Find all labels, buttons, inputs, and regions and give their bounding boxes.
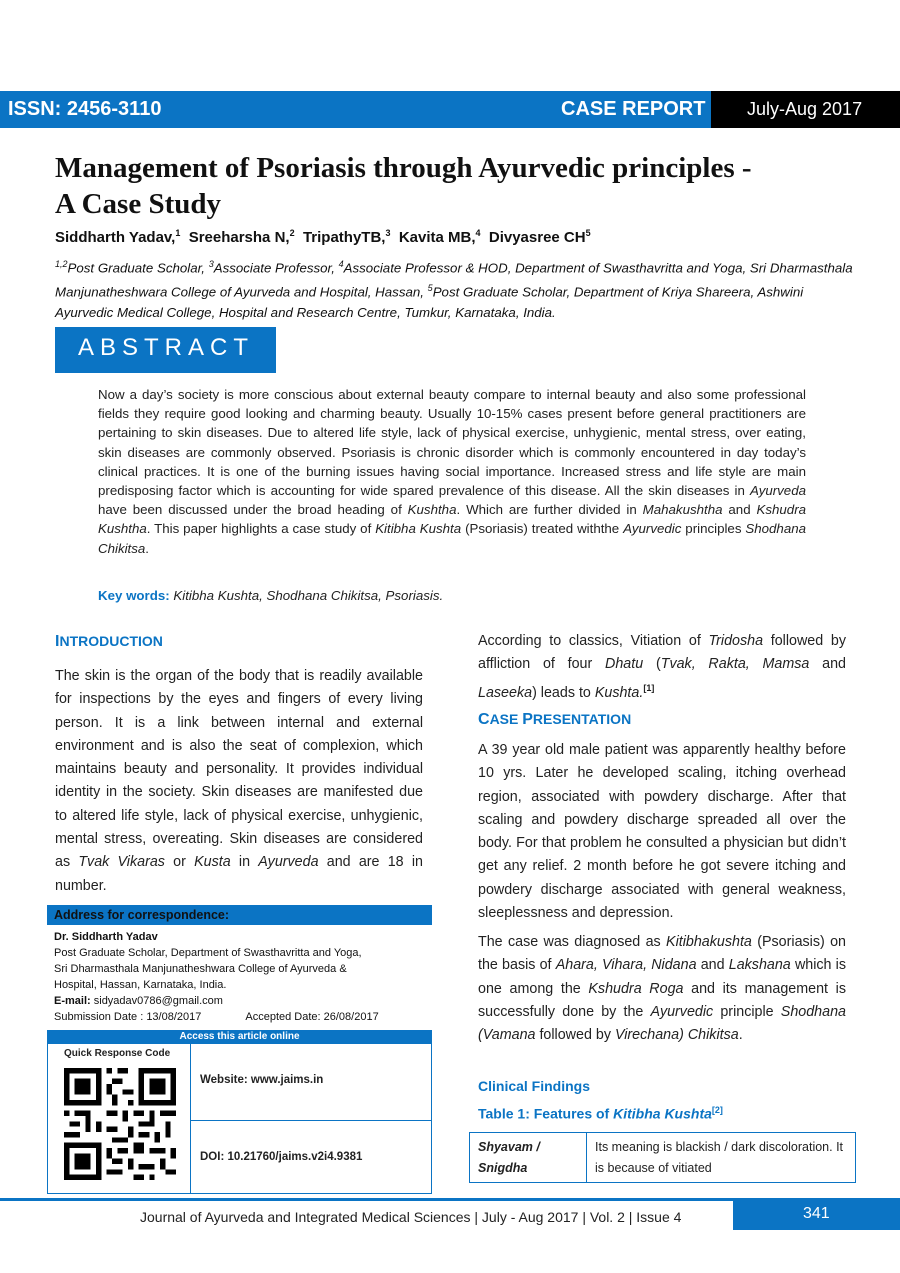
issn-label: ISSN: 2456-3110 [8,98,162,120]
access-online-bar [47,1030,432,1043]
affiliation-text [55,254,855,323]
abstract-text [98,385,806,558]
doi-link[interactable]: DOI: 10.21760/jaims.v2i4.9381 [200,1151,363,1163]
abstract-part: and [722,502,757,518]
case-italic: Shodhana (Vamana [478,1003,846,1044]
features-table [469,1132,856,1183]
abstract-italic: Shodhana Chikitsa [98,521,807,556]
classics-italic: Tridosha [708,633,764,649]
case-part: and its management is successfully done by the [478,980,846,1020]
classics-part: and [809,656,847,673]
intro-part: and are 18 in number. [55,854,423,894]
qr-code-label: Quick Response Code [64,1048,171,1059]
abstract-italic: Kushtha [407,502,457,518]
title-line-1: Management of Psoriasis through Ayurvedic principles - [55,152,752,184]
abstract-italic: Kitibha Kushta [375,521,462,537]
abstract-part: Now a day’s society is more conscious about external beauty compare to internal beauty and also some professional fields they require good looking and charming beauty. Usually 10-15% cases present before general practitioners are pertaining to skin diseases. Due to altered life style, lack of physical exercise, unhygienic, mental stress, over eating, skin diseases are commonly observed. Psoriasis is chronic disorder which is commonly encountered in day today’s clinical practices. It is one of the burning issues having social importance. Increased stress and life style are main predisposing factor which is accounting for wide spared prevalence of this disease. All the skin diseases in [98,387,806,499]
access-online-label: Access this article online [179,1031,300,1042]
author-name: TripathyTB, [302,229,386,246]
affil-sup: 1,2 [55,259,68,269]
heading-initial: C [478,711,490,728]
classics-part: ( [643,656,661,673]
keywords-line [98,588,443,603]
intro-part: The skin is the organ of the body that is readily available for inspections by the eyes and fingers of every living person. It is a link between internal and external environment and is also the seat of complexion, which maintains beauty and personality. It provides individual identity in the society. Skin diseases are manifested due to altered life style, lack of physical exercise, unhygienic, mental stress, overeating. Skin diseases are considered as [55,668,423,871]
address-line: Hospital, Hassan, Karnataka, India. [54,979,227,991]
classics-italic: Laseeka [478,684,533,701]
correspondence-box [47,905,432,1193]
correspondence-details [54,929,424,1025]
footer-journal-info: Journal of Ayurveda and Integrated Medical Sciences | July - Aug 2017 | Vol. 2 | Issue 4 [140,1209,682,1225]
table-cell-term: Shyavam / Snigdha [478,1140,540,1175]
case-part: which is one among the [478,957,846,997]
classics-italic: Kushta. [594,684,644,701]
page-number-box [733,1201,900,1230]
reference-marker[interactable]: [1] [643,682,655,693]
email-address[interactable]: sidyadav0786@gmail.com [90,995,223,1007]
case-part: . [738,1027,743,1044]
author-sup: 1 [175,228,181,238]
address-line: Post Graduate Scholar, Department of Swasthavritta and Yoga, [54,947,362,959]
heading-initial: P [522,711,533,728]
issue-date: July-Aug 2017 [747,99,863,119]
heading-rest: ASE [489,711,523,727]
affil-part: Associate Professor & HOD, Department of Swasthavritta and Yoga, Sri Dharmasthala Manjunatheshwara College of Ayurveda and Hospital, Hassan, [55,260,853,300]
submission-date: Submission Date : 13/08/2017 [54,1011,202,1023]
abstract-italic: Kshudra Kushtha [98,502,807,537]
case-italic: Ahara, Vihara, Nidana [555,957,697,974]
abstract-italic: Ayurvedic [623,521,682,537]
author-sup: 4 [475,228,481,238]
classics-part: followed by affliction of four [478,633,846,673]
author-sup: 5 [585,228,591,238]
case-italic: Ayurvedic [650,1003,714,1020]
author-name: Divyasree CH [488,229,586,246]
case-part: principle [713,1003,781,1020]
case-paragraph-1: A 39 year old male patient was apparently healthy before 10 yrs. Later he developed scaling, itching overhead region, associated with powdery discharge. After that scaling and powdery discharge spreaded all over the body. For that problem he consulted a physician but didn’t get any relief. 2 month before he got severe itching and powdery discharge associated with general weakness, sleeplessness and depression. [478,742,846,922]
correspondence-title: Address for correspondence: [54,908,230,922]
affil-part: Post Graduate Scholar, [67,260,209,276]
website-link[interactable]: Website: www.jaims.in [200,1074,324,1086]
author-name: Sreeharsha N, [188,229,290,246]
author-name: Siddharth Yadav, [55,229,176,246]
heading-rest: RESENTATION [532,711,632,727]
keywords-label: Key words: [98,588,170,603]
case-italic: Kshudra Roga [588,980,684,997]
reference-marker[interactable]: [2] [711,1105,723,1115]
access-info-box [47,1043,432,1194]
classics-italic: Tvak, Rakta, Mamsa [660,656,810,673]
abstract-heading-box [55,327,276,373]
intro-part: or [164,854,195,871]
introduction-heading [55,633,163,651]
box-divider [191,1120,431,1121]
clinical-findings-heading: Clinical Findings [478,1078,591,1094]
abstract-heading: ABSTRACT [78,334,255,361]
heading-initial: I [55,633,60,650]
case-part: The case was diagnosed as [478,934,667,950]
intro-italic: Kusta [194,854,231,871]
intro-italic: Ayurveda [258,854,319,871]
case-part: followed by [535,1027,615,1044]
abstract-part: . Which are further divided in [456,502,643,518]
case-presentation-heading [478,711,631,729]
introduction-paragraph [55,665,423,898]
case-part: and [696,957,729,974]
case-part: (Psoriasis) on the basis of [478,934,846,974]
author-sup: 3 [385,228,391,238]
abstract-italic: Mahakushtha [642,502,723,518]
caption-part: Table 1: Features of [478,1105,614,1122]
journal-header-band [0,91,900,128]
table-cell-description: Its meaning is blackish / dark discoloration. It is because of vitiated [595,1140,844,1175]
classics-part: According to classics, Vitiation of [478,633,709,649]
case-italic: Virechana) [614,1027,684,1044]
box-divider [190,1044,191,1193]
abstract-part: . This paper highlights a case study of [146,521,376,537]
affil-part: Associate Professor, [213,260,339,276]
affil-sup: 4 [338,259,344,269]
author-name: Kavita MB, [398,229,476,246]
page-number: 341 [803,1205,830,1222]
affil-sup: 5 [427,283,433,294]
caption-italic: Kitibha Kushta [613,1105,712,1122]
abstract-part: (Psoriasis) treated withthe [461,521,624,537]
email-label: E-mail: [54,995,91,1007]
correspondent-name: Dr. Siddharth Yadav [54,931,158,943]
qr-code-icon[interactable] [64,1068,176,1180]
case-paragraph-2 [478,931,846,1047]
case-italic: Chikitsa [687,1027,739,1044]
abstract-part: have been discussed under the broad heading of [98,502,408,518]
address-line: Sri Dharmasthala Manjunatheshwara College of Ayurveda & [54,963,347,975]
keywords-text: Kitibha Kushta, Shodhana Chikitsa, Psoriasis. [173,588,444,603]
case-italic: Lakshana [728,957,791,974]
classics-part: ) leads to [532,684,595,701]
title-line-2: A Case Study [55,188,221,220]
classics-italic: Dhatu [605,656,644,673]
abstract-part: . [145,540,149,556]
correspondence-title-bar [47,905,432,925]
classics-paragraph [478,630,846,705]
affil-part: Post Graduate Scholar, Department of Kriya Shareera, Ashwini Ayurvedic Medical College, Hospital and Research Centre, Tumkur, Karnataka, India. [55,284,804,320]
table-column-divider [586,1133,587,1182]
article-title [55,150,865,222]
heading-rest: NTRODUCTION [59,633,163,649]
accepted-date: Accepted Date: 26/08/2017 [245,1011,379,1023]
affil-sup: 3 [208,259,214,269]
table-caption [478,1105,723,1122]
section-label: CASE REPORT [561,98,706,120]
abstract-italic: Ayurveda [749,483,806,499]
author-list [55,228,591,246]
abstract-part: principles [681,521,746,537]
intro-part: in [230,854,259,871]
case-italic: Kitibhakushta [666,934,752,950]
author-sup: 2 [289,228,295,238]
intro-italic: Tvak Vikaras [78,854,165,871]
